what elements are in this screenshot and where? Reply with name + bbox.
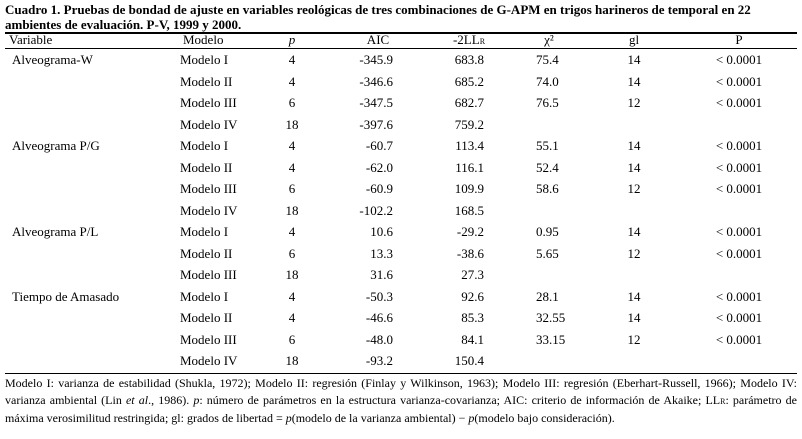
cell-p: 4 bbox=[288, 224, 296, 239]
cell-pval: < 0.0001 bbox=[715, 224, 763, 239]
cell-chi: 5.65 bbox=[536, 245, 559, 261]
cell-p: 6 bbox=[288, 331, 296, 347]
cell-gl: 14 bbox=[627, 159, 641, 175]
cell-modelo: Modelo III bbox=[180, 267, 237, 282]
cell-aic: -345.9 bbox=[359, 52, 393, 67]
header-chi-squared: χ² bbox=[544, 32, 554, 47]
cell-p: 18 bbox=[285, 267, 299, 282]
cell-aic: -46.6 bbox=[365, 310, 393, 325]
cell-aic: -60.7 bbox=[365, 138, 393, 153]
cell-pval: < 0.0001 bbox=[715, 288, 763, 304]
cell-aic: -48.0 bbox=[365, 331, 393, 347]
cell-variable: Alveograma P/G bbox=[12, 138, 100, 153]
cell-p: 4 bbox=[288, 310, 296, 325]
cell-aic: 31.6 bbox=[370, 267, 393, 282]
header-2llr-sub: R bbox=[479, 37, 486, 46]
cell-p: 6 bbox=[288, 181, 296, 196]
cell-modelo: Modelo IV bbox=[180, 116, 238, 132]
cell-ll: 84.1 bbox=[461, 331, 484, 347]
header-pvalue: P bbox=[735, 32, 743, 47]
cell-chi: 32.55 bbox=[536, 310, 566, 325]
cell-modelo: Modelo III bbox=[180, 95, 237, 110]
header-modelo: Modelo bbox=[183, 32, 224, 47]
cell-aic: -93.2 bbox=[365, 353, 393, 368]
cell-ll: 685.2 bbox=[454, 73, 484, 89]
cell-modelo: Modelo III bbox=[180, 331, 237, 347]
cell-chi: 0.95 bbox=[536, 224, 559, 239]
footnote-text-5: (modelo de la varianza ambiental) − bbox=[291, 411, 469, 425]
cell-modelo: Modelo III bbox=[180, 181, 237, 196]
cell-modelo: Modelo II bbox=[180, 73, 233, 89]
cell-modelo: Modelo I bbox=[180, 52, 229, 67]
cell-ll: 113.4 bbox=[455, 138, 484, 153]
footnote-text-1: Modelo I: varianza de estabilidad (Shukla, 1972); Modelo II: regresión (Finlay y Wilkinson, 1963); Modelo III: regresión (Eberhart-Russell, 1966); Modelo IV: varianza ambiental (Lin bbox=[5, 376, 797, 407]
cell-p: 4 bbox=[288, 52, 296, 67]
cell-variable: Alveograma-W bbox=[12, 52, 93, 67]
cell-ll: 116.1 bbox=[455, 159, 484, 175]
cell-ll: 759.2 bbox=[454, 116, 484, 132]
cell-ll: 683.8 bbox=[454, 52, 484, 67]
cell-chi: 52.4 bbox=[536, 159, 559, 175]
footnote-text-2: ., 1986). bbox=[148, 393, 194, 407]
cell-modelo: Modelo I bbox=[180, 288, 229, 304]
cell-pval: < 0.0001 bbox=[715, 181, 763, 196]
cell-p: 4 bbox=[288, 73, 296, 89]
cell-gl: 12 bbox=[627, 95, 641, 110]
cell-ll: 27.3 bbox=[461, 267, 484, 282]
cell-modelo: Modelo I bbox=[180, 224, 229, 239]
cell-chi: 28.1 bbox=[536, 288, 559, 304]
cell-pval: < 0.0001 bbox=[715, 95, 763, 110]
cell-chi: 58.6 bbox=[536, 181, 559, 196]
cell-gl: 14 bbox=[627, 224, 641, 239]
cell-pval: < 0.0001 bbox=[715, 159, 763, 175]
cell-ll: 92.6 bbox=[461, 288, 484, 304]
cell-chi: 76.5 bbox=[536, 95, 559, 110]
header-p: p bbox=[288, 32, 296, 47]
cell-modelo: Modelo I bbox=[180, 138, 229, 153]
cell-ll: -38.6 bbox=[456, 245, 484, 261]
bottom-rule bbox=[5, 373, 797, 374]
table-caption: Cuadro 1. Pruebas de bondad de ajuste en variables reológicas de tres combinaciones de G-APM en trigos harineros de temporal en 22 ambientes de evaluación. P-V, 1999 y 2000. bbox=[5, 2, 751, 32]
cell-ll: 682.7 bbox=[454, 95, 484, 110]
cell-p: 6 bbox=[288, 245, 296, 261]
cell-pval: < 0.0001 bbox=[715, 245, 763, 261]
cell-aic: 13.3 bbox=[370, 245, 393, 261]
cell-ll: -29.2 bbox=[456, 224, 484, 239]
header-gl: gl bbox=[628, 32, 640, 47]
cell-aic: -397.6 bbox=[359, 116, 393, 132]
top-rule bbox=[5, 32, 797, 34]
cell-pval: < 0.0001 bbox=[715, 331, 763, 347]
footnote-et-al: et al bbox=[125, 393, 149, 407]
cell-aic: -346.6 bbox=[359, 73, 393, 89]
cell-chi: 74.0 bbox=[536, 73, 559, 89]
cell-chi: 75.4 bbox=[536, 52, 559, 67]
cell-aic: -50.3 bbox=[365, 288, 393, 304]
footnote-p-symbol-2: p bbox=[285, 411, 292, 425]
cell-pval: < 0.0001 bbox=[715, 310, 763, 325]
cell-modelo: Modelo IV bbox=[180, 202, 238, 218]
cell-pval: < 0.0001 bbox=[715, 73, 763, 89]
cell-p: 18 bbox=[285, 202, 299, 218]
cell-p: 4 bbox=[288, 159, 296, 175]
cell-aic: 10.6 bbox=[370, 224, 393, 239]
cell-variable: Tiempo de Amasado bbox=[12, 288, 120, 304]
cell-ll: 85.3 bbox=[461, 310, 484, 325]
header-rule bbox=[5, 48, 797, 49]
cell-aic: -102.2 bbox=[359, 202, 393, 218]
cell-modelo: Modelo II bbox=[180, 310, 233, 325]
cell-p: 4 bbox=[288, 138, 296, 153]
footnote-text-3: : número de parámetros en la estructura varianza-covarianza; AIC: criterio de información de Akaike; LL bbox=[199, 393, 721, 407]
cell-gl: 14 bbox=[627, 138, 641, 153]
footnote-text-6: (modelo bajo consideración). bbox=[474, 411, 615, 425]
footnote-text-4: : parámetro de máxima verosimilitud restringida; gl: grados de libertad = bbox=[5, 393, 797, 425]
cell-pval: < 0.0001 bbox=[715, 52, 763, 67]
cell-modelo: Modelo II bbox=[180, 159, 233, 175]
table-footnote bbox=[5, 375, 797, 427]
cell-gl: 14 bbox=[627, 288, 641, 304]
cell-gl: 14 bbox=[627, 73, 641, 89]
footnote-llr-sub: R bbox=[720, 397, 726, 406]
cell-p: 18 bbox=[285, 353, 299, 368]
cell-aic: -62.0 bbox=[365, 159, 393, 175]
cell-pval: < 0.0001 bbox=[715, 138, 763, 153]
cell-ll: 150.4 bbox=[454, 353, 484, 368]
cell-aic: -60.9 bbox=[365, 181, 393, 196]
cell-ll: 168.5 bbox=[454, 202, 484, 218]
cell-variable: Alveograma P/L bbox=[12, 224, 99, 239]
header-2llr-text: -2LL bbox=[452, 32, 480, 47]
cell-aic: -347.5 bbox=[359, 95, 393, 110]
header-variable: Variable bbox=[9, 32, 53, 47]
cell-chi: 33.15 bbox=[536, 331, 566, 347]
cell-gl: 12 bbox=[627, 181, 641, 196]
cell-modelo: Modelo II bbox=[180, 245, 233, 261]
cell-modelo: Modelo IV bbox=[180, 353, 238, 368]
cell-gl: 14 bbox=[627, 310, 641, 325]
footnote-p-symbol: p bbox=[193, 393, 200, 407]
cell-gl: 12 bbox=[627, 245, 641, 261]
footnote-p-symbol-3: p bbox=[468, 411, 475, 425]
cell-ll: 109.9 bbox=[454, 181, 484, 196]
cell-gl: 14 bbox=[627, 52, 641, 67]
cell-p: 18 bbox=[285, 116, 299, 132]
cell-p: 4 bbox=[288, 288, 296, 304]
cell-chi: 55.1 bbox=[536, 138, 559, 153]
cell-p: 6 bbox=[288, 95, 296, 110]
header-aic: AIC bbox=[366, 32, 390, 47]
cell-gl: 12 bbox=[627, 331, 641, 347]
